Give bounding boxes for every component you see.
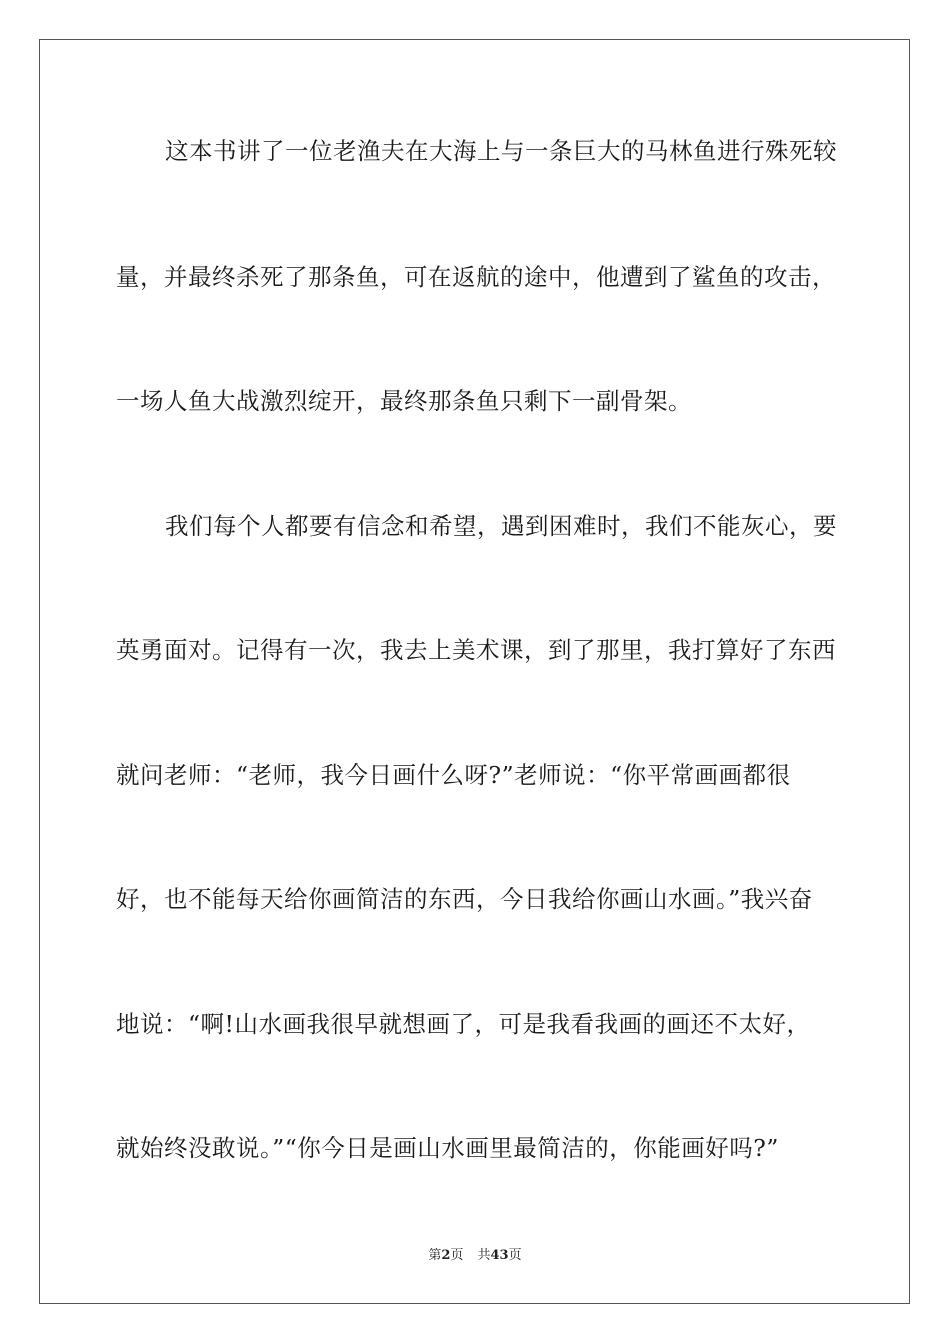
paragraph-2-line-3: 就问老师：“老师，我今日画什么呀?”老师说：“你平常画画都很 xyxy=(116,761,791,789)
total-suffix: 页 xyxy=(508,1248,522,1263)
paragraph-2-line-5: 地说：“啊!山水画我很早就想画了，可是我看我画的画还不太好， xyxy=(116,1010,811,1038)
page-number: 2 xyxy=(441,1248,451,1263)
paragraph-1-line-1: 这本书讲了一位老渔夫在大海上与一条巨大的马林鱼进行殊死较 xyxy=(165,137,837,165)
paragraph-2-line-6: 就始终没敢说。”“你今日是画山水画里最简洁的，你能画好吗?” xyxy=(116,1134,779,1162)
paragraph-2-line-4: 好，也不能每天给你画简洁的东西，今日我给你画山水画。”我兴奋 xyxy=(116,885,813,913)
page-border xyxy=(39,39,910,1304)
paragraph-1-line-3: 一场人鱼大战激烈绽开，最终那条鱼只剩下一副骨架。 xyxy=(116,387,692,415)
paragraph-1-line-2: 量，并最终杀死了那条鱼，可在返航的途中，他遭到了鲨鱼的攻击， xyxy=(116,263,836,291)
total-prefix: 共 xyxy=(477,1248,491,1263)
paragraph-2-line-2: 英勇面对。记得有一次，我去上美术课，到了那里，我打算好了东西 xyxy=(116,636,836,664)
total-pages: 43 xyxy=(490,1248,509,1263)
page-footer xyxy=(0,1247,950,1265)
page-prefix: 第 xyxy=(428,1248,442,1263)
paragraph-2-line-1: 我们每个人都要有信念和希望，遇到困难时，我们不能灰心，要 xyxy=(165,512,837,540)
page-suffix: 页 xyxy=(450,1248,464,1263)
